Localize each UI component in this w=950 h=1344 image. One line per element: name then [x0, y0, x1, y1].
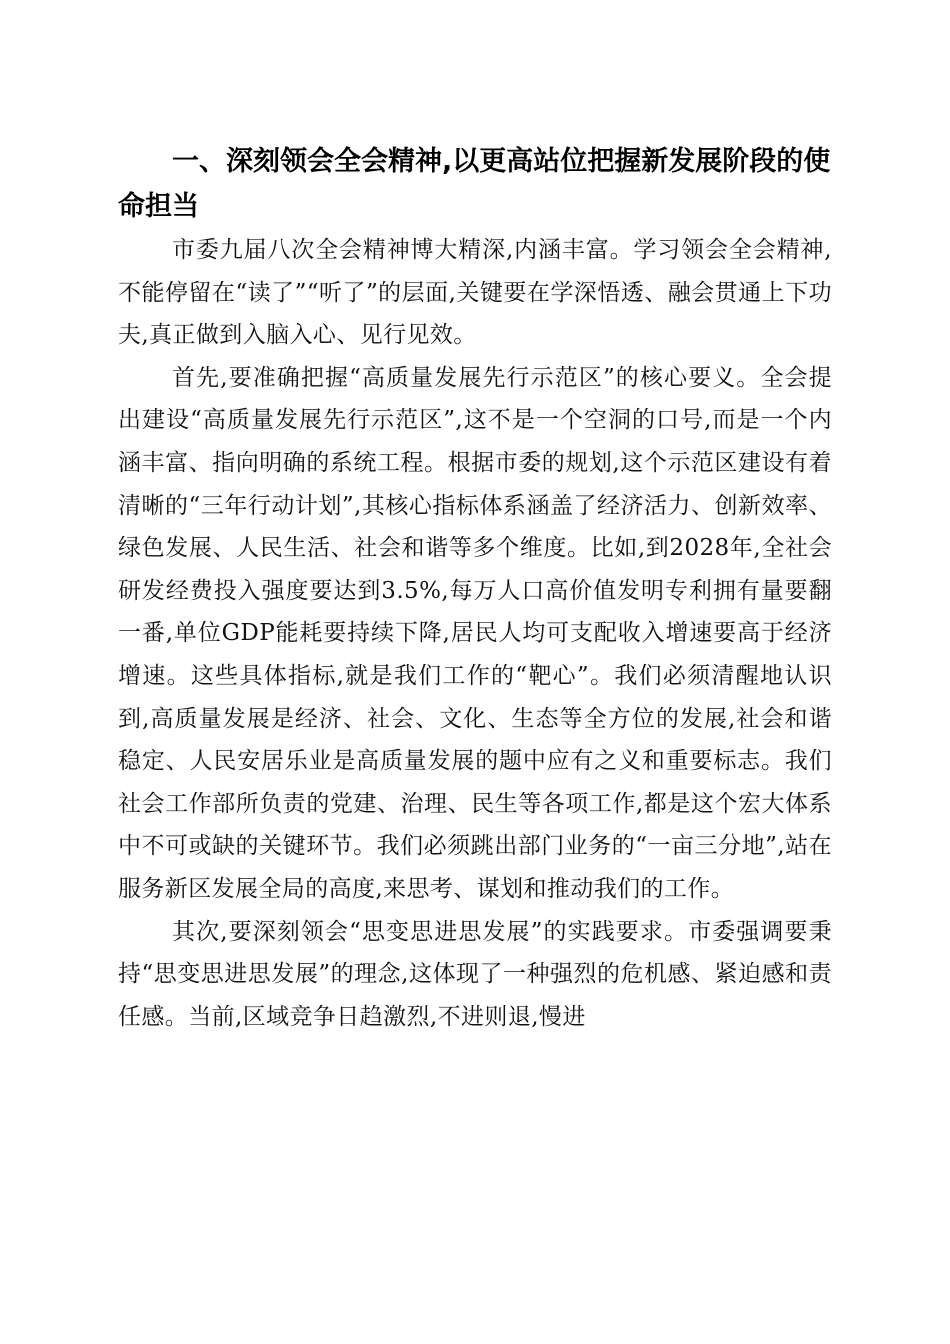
paragraph-1: 市委九届八次全会精神博大精深,内涵丰富。学习领会全会精神,不能停留在“读了”“听了”的层面,关键要在学深悟透、融会贯通上下功夫,真正做到入脑入心、见行见效。 [118, 237, 832, 349]
section-heading: 一、深刻领会全会精神,以更高站位把握新发展阶段的使命担当 [118, 146, 831, 222]
document-body [118, 139, 832, 1038]
paragraph-3: 其次,要深刻领会“思变思进思发展”的实践要求。市委强调要秉持“思变思进思发展”的理念,这体现了一种强烈的危机感、紧迫感和责任感。当前,区域竞争日趋激烈,不进则退,慢进 [118, 918, 832, 1030]
paragraph-2: 首先,要准确把握“高质量发展先行示范区”的核心要义。全会提出建设“高质量发展先行示范区”,这不是一个空洞的口号,而是一个内涵丰富、指向明确的系统工程。根据市委的规划,这个示范区建设有着清晰的“三年行动计划”,其核心指标体系涵盖了经济活力、创新效率、绿色发展、人民生活、社会和谐等多个维度。比如,到2028年,全社会研发经费投入强度要达到3.5%,每万人口高价值发明专利拥有量要翻一番,单位GDP能耗要持续下降,居民人均可支配收入增速要高于经济增速。这些具体指标,就是我们工作的“靶心”。我们必须清醒地认识到,高质量发展是经济、社会、文化、生态等全方位的发展,社会和谐稳定、人民安居乐业是高质量发展的题中应有之义和重要标志。我们社会工作部所负责的党建、治理、民生等各项工作,都是这个宏大体系中不可或缺的关键环节。我们必须跳出部门业务的“一亩三分地”,站在服务新区发展全局的高度,来思考、谋划和推动我们的工作。 [118, 364, 832, 902]
